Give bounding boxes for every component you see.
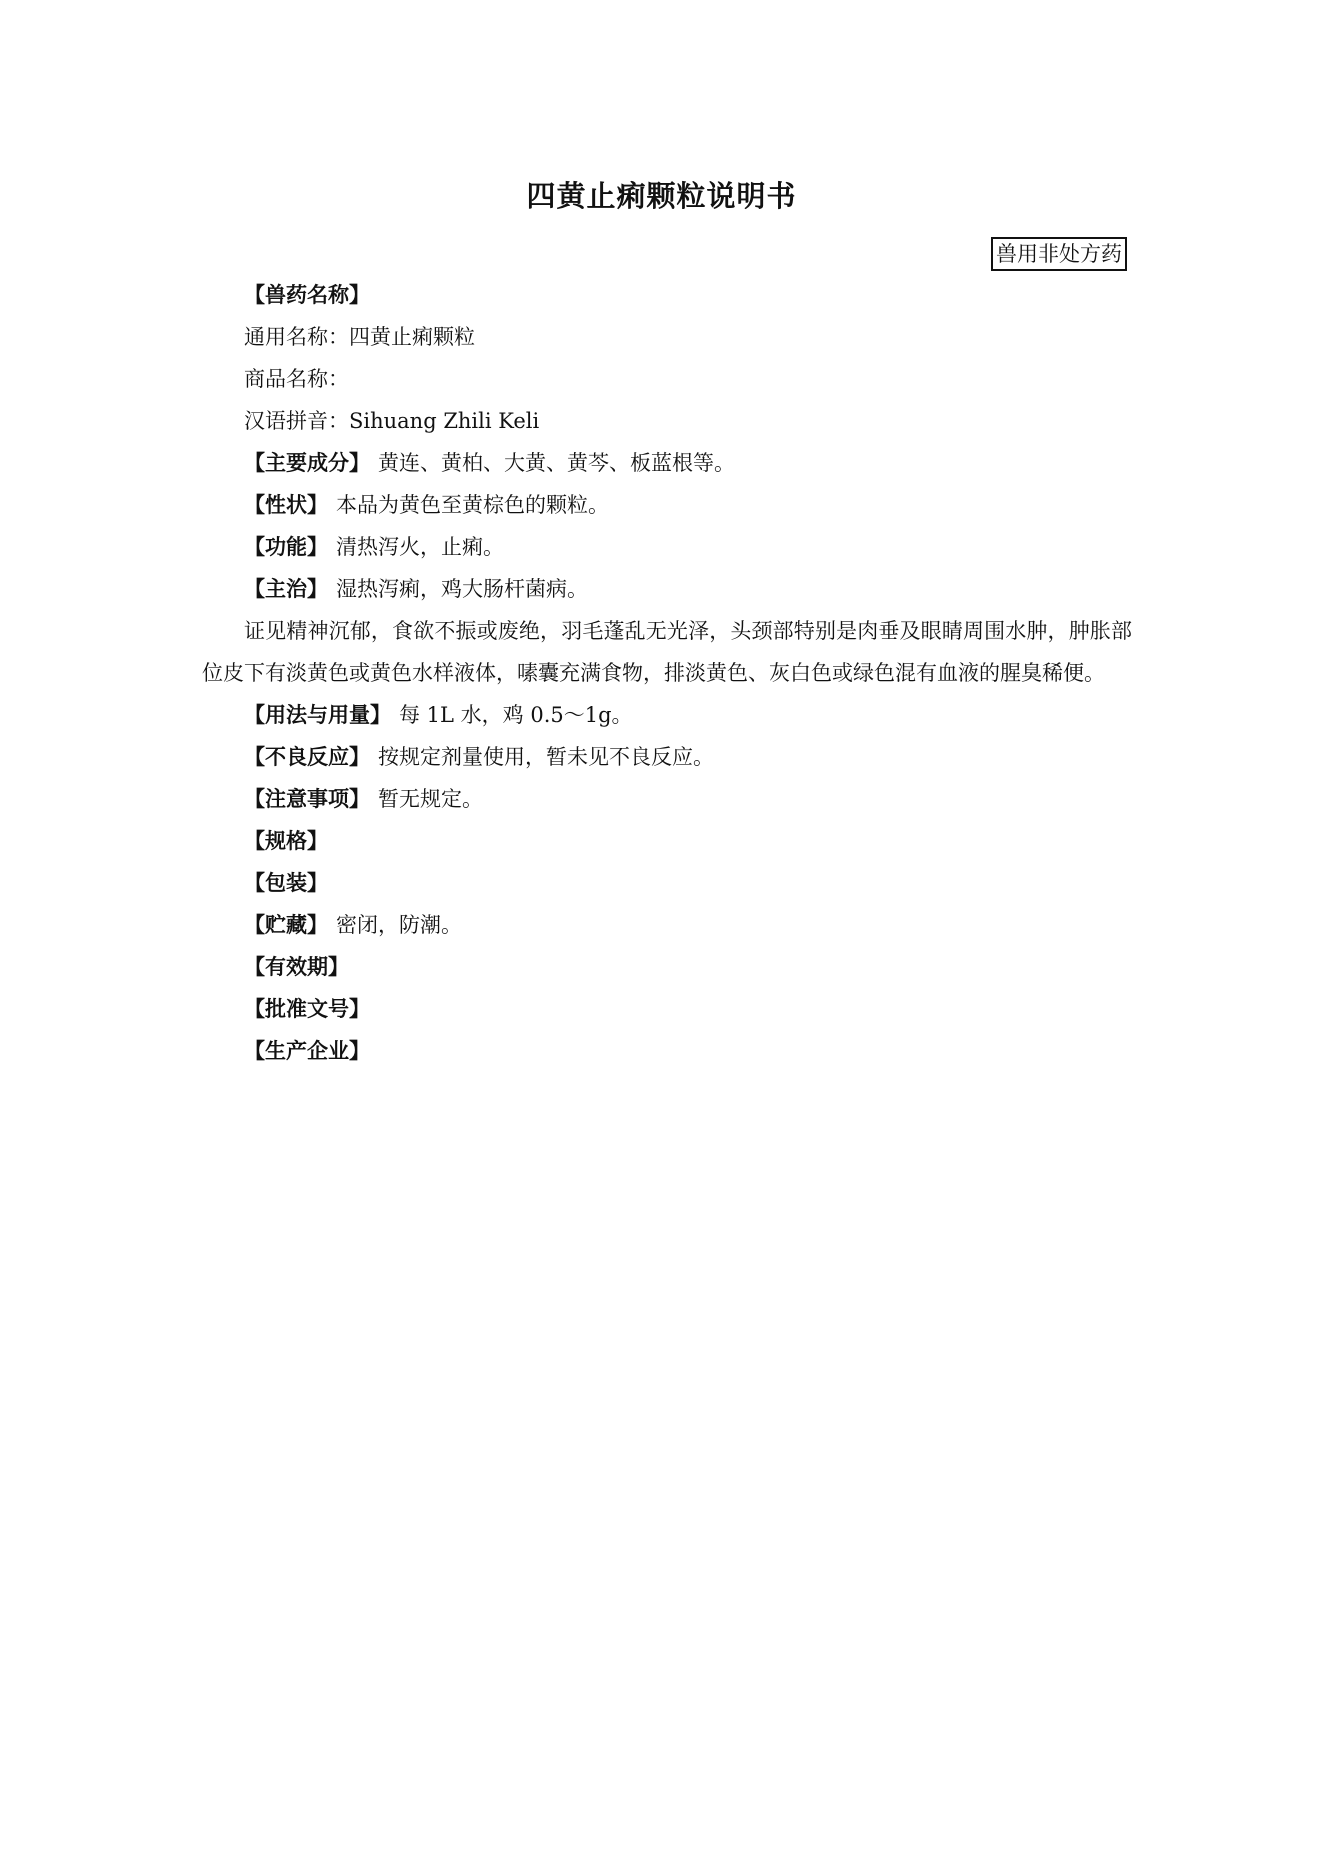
indications-detail-paragraph: 证见精神沉郁，食欲不振或废绝，羽毛蓬乱无光泽，头颈部特别是肉垂及眼睛周围水肿，肿胀部位皮下有淡黄色或黄色水样液体，嗉囊充满食物，排淡黄色、灰白色或绿色混有血液的腥臭稀便。 — [202, 619, 1132, 685]
section-heading: 【有效期】 — [244, 955, 349, 979]
section-approval-number — [202, 988, 1132, 1030]
section-heading: 【主要成分】 — [244, 451, 370, 475]
section-heading: 【包装】 — [244, 871, 328, 895]
trade-name-line — [202, 358, 1132, 400]
section-heading: 【性状】 — [244, 493, 328, 517]
section-storage — [202, 904, 1132, 946]
section-text: 湿热泻痢，鸡大肠杆菌病。 — [336, 577, 588, 601]
document-title: 四黄止痢颗粒说明书 — [526, 179, 797, 213]
document-content — [202, 274, 1132, 1072]
section-adverse-reactions — [202, 736, 1132, 778]
section-text: 本品为黄色至黄棕色的颗粒。 — [336, 493, 609, 517]
section-heading: 【生产企业】 — [244, 1039, 370, 1063]
section-function — [202, 526, 1132, 568]
section-heading: 【贮藏】 — [244, 913, 328, 937]
section-heading: 【主治】 — [244, 577, 328, 601]
section-heading: 【注意事项】 — [244, 787, 370, 811]
section-heading: 【规格】 — [244, 829, 328, 853]
otc-badge: 兽用非处方药 — [991, 237, 1127, 271]
trade-name-text: 商品名称： — [244, 367, 349, 391]
section-dosage — [202, 694, 1132, 736]
section-indications — [202, 568, 1132, 610]
generic-name-text: 通用名称：四黄止痢颗粒 — [244, 325, 475, 349]
section-vet-drug-name — [202, 274, 1132, 316]
pinyin-line — [202, 400, 1132, 442]
section-packaging — [202, 862, 1132, 904]
section-heading: 【不良反应】 — [244, 745, 370, 769]
section-manufacturer — [202, 1030, 1132, 1072]
section-heading: 【用法与用量】 — [244, 703, 391, 727]
section-text: 密闭，防潮。 — [336, 913, 462, 937]
section-heading: 【兽药名称】 — [244, 283, 370, 307]
section-text: 每 1L 水，鸡 0.5～1g。 — [399, 703, 633, 727]
section-specification — [202, 820, 1132, 862]
section-shelf-life — [202, 946, 1132, 988]
section-properties — [202, 484, 1132, 526]
section-text: 黄连、黄柏、大黄、黄芩、板蓝根等。 — [378, 451, 735, 475]
section-heading: 【批准文号】 — [244, 997, 370, 1021]
generic-name-line — [202, 316, 1132, 358]
section-text: 按规定剂量使用，暂未见不良反应。 — [378, 745, 714, 769]
section-text: 暂无规定。 — [378, 787, 483, 811]
section-ingredients — [202, 442, 1132, 484]
section-heading: 【功能】 — [244, 535, 328, 559]
pinyin-text: 汉语拼音：Sihuang Zhili Keli — [244, 409, 540, 433]
section-text: 清热泻火，止痢。 — [336, 535, 504, 559]
section-precautions — [202, 778, 1132, 820]
